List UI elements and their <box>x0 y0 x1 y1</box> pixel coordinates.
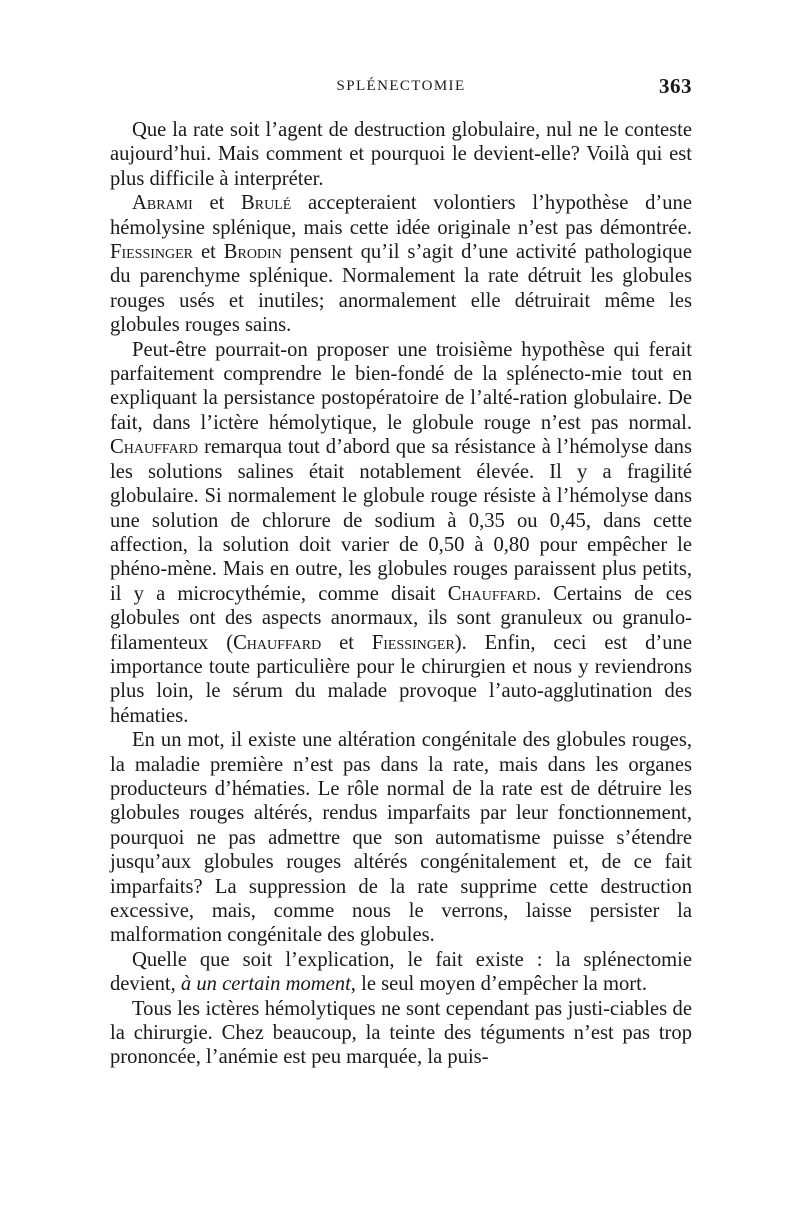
author-name: Chauffard <box>110 436 199 459</box>
text-run: Que la rate soit l’agent de destruction globulaire, nul ne le conteste aujourd’hui. Mais comment et pourquoi le devient-elle? Voilà qui est plus difficile à interpréter. <box>110 119 692 190</box>
text-run: et <box>193 241 224 264</box>
author-name: Fiessinger <box>371 631 455 654</box>
text-run: Peut-être pourrait-on proposer une troisième hypothèse qui ferait parfaitement comprendre le bien-fondé de la splénecto-mie tout en expliquant la persistance postopératoire de l’alté-ration globulaire. De fait, dans l’ictère hémolytique, le globule rouge n’est pas normal. <box>110 338 692 434</box>
author-name: Abrami <box>132 192 193 215</box>
running-title: SPLÉNECTOMIE <box>336 78 466 94</box>
paragraph <box>110 118 692 191</box>
book-page <box>110 74 692 1070</box>
author-name: Brulé <box>241 192 292 215</box>
page-number: 363 <box>659 74 692 98</box>
author-name: Fiessinger <box>110 241 194 264</box>
paragraph <box>110 728 692 948</box>
paragraph <box>110 191 692 337</box>
text-run: et <box>192 192 242 215</box>
text-run: et <box>321 631 372 654</box>
running-head <box>110 74 692 106</box>
text-run: En un mot, il existe une altération congénitale des globules rouges, la maladie première n’est pas dans la rate, mais dans les organes producteurs d’hématies. Le rôle normal de la rate est de détruire les globules rouges altérés, rendus imparfaits par leur fonctionnement, pourquoi ne pas admettre que son automatisme puisse s’étendre jusqu’aux globules rouges altérés congénitalement et, de ce fait imparfaits? La suppression de la rate supprime cette destruction excessive, mais, comme nous le verrons, laisse persister la malformation congénitale des globules. <box>110 729 692 947</box>
text-run: , le seul moyen d’empêcher la mort. <box>350 973 648 996</box>
author-name: Chauffard <box>447 582 536 605</box>
body-text <box>110 118 692 1070</box>
text-run: remarqua tout d’abord que sa résistance à l’hémolyse dans les solutions salines était notablement élevée. Il y a fragilité globulaire. Si normalement le globule rouge résiste à l’hémolyse dans une solution de chlorure de sodium à 0,35 ou 0,45, dans cette affection, la solution doit varier de 0,50 à 0,80 pour empêcher le phéno-mène. Mais en outre, les globules rouges paraissent plus petits, il y a microcythémie, comme disait <box>110 436 692 605</box>
author-name: Chauffard <box>233 631 322 654</box>
paragraph <box>110 338 692 729</box>
text-run: Quelle que soit l’explication, le fait existe : la splénectomie devient, <box>110 948 692 996</box>
text-run: accepteraient volontiers l’hypothèse d’une hémolysine splénique, mais cette idée originale n’est pas démontrée. <box>110 192 692 239</box>
text-run: Tous les ictères hémolytiques ne sont cependant pas justi-ciables de la chirurgie. Chez beaucoup, la teinte des téguments n’est pas trop prononcée, l’anémie est peu marquée, la puis- <box>110 997 692 1069</box>
text-run: . Certains de ces globules ont des aspects anormaux, ils sont granuleux ou granulo-filamenteux ( <box>110 582 692 654</box>
paragraph <box>110 948 692 997</box>
author-name: Brodin <box>223 241 282 264</box>
emphasis-text: à un certain moment <box>180 973 351 996</box>
paragraph <box>110 997 692 1070</box>
text-run: ). Enfin, ceci est d’une importance toute particulière pour le chirurgien et nous y reviendrons plus loin, le sérum du malade provoque l’auto-agglutination des hématies. <box>110 631 692 727</box>
text-run: pensent qu’il s’agit d’une activité pathologique du parenchyme splénique. Normalement la rate détruit les globules rouges usés et inutiles; anormalement elle détruirait même les globules rouges sains. <box>110 241 692 337</box>
